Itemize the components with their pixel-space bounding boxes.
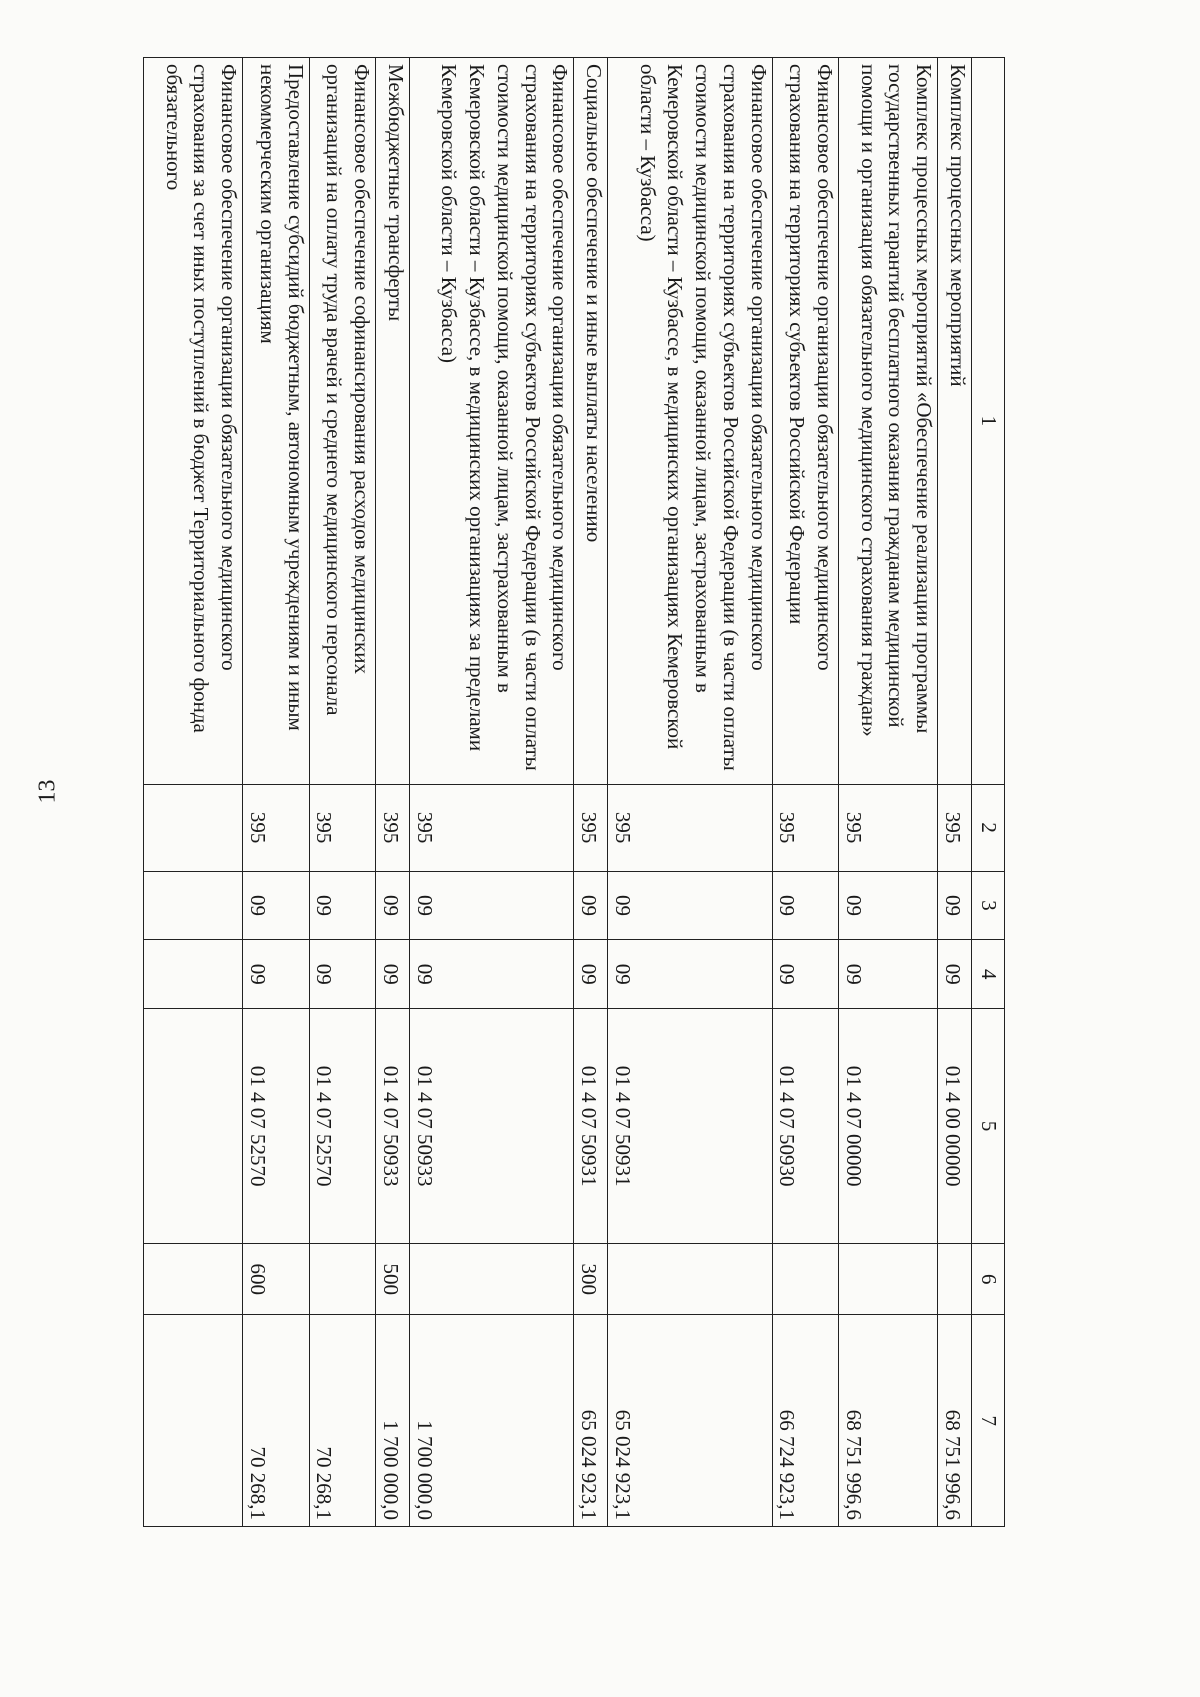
row-target-article: 01 4 07 50933 <box>376 1009 410 1244</box>
budget-table <box>143 57 1005 1527</box>
row-name: Финансовое обеспечение организации обязательного медицинского страхования на территориях субъектов Российской Федерации (в части оплаты стоимости медицинской помощи, оказанной лицам, застрахованным в Кемеровской области – Кузбассе, в медицинских организациях Кемеровской области – Кузбасса) <box>608 58 772 785</box>
row-name: Комплекс процессных мероприятий <box>938 58 972 785</box>
header-col-3: 3 <box>972 871 1005 940</box>
header-col-5: 5 <box>972 1009 1005 1244</box>
page-number: 13 <box>34 779 61 804</box>
row-section: 09 <box>409 871 573 940</box>
table-row <box>608 58 772 1527</box>
row-subsection: 09 <box>574 940 608 1009</box>
row-expense-type <box>309 1244 375 1315</box>
row-name: Финансовое обеспечение организации обязательного медицинского страхования на территориях субъектов Российской Федерации <box>772 58 838 785</box>
table-row <box>144 58 243 1527</box>
row-subsection: 09 <box>772 940 838 1009</box>
row-grbs: 395 <box>409 784 573 871</box>
row-section: 09 <box>376 871 410 940</box>
row-grbs: 395 <box>309 784 375 871</box>
header-col-2: 2 <box>972 784 1005 871</box>
row-expense-type <box>144 1244 243 1315</box>
row-target-article: 01 4 07 50931 <box>574 1009 608 1244</box>
row-section: 09 <box>938 871 972 940</box>
row-expense-type <box>938 1244 972 1315</box>
table-row <box>574 58 608 1527</box>
table-row <box>839 58 938 1527</box>
row-section: 09 <box>243 871 309 940</box>
row-section: 09 <box>574 871 608 940</box>
row-name: Социальное обеспечение и иные выплаты населению <box>574 58 608 785</box>
row-amount: 68 751 996,6 <box>938 1315 972 1527</box>
row-grbs: 395 <box>839 784 938 871</box>
row-name: Финансовое обеспечение организации обязательного медицинского страхования на территориях субъектов Российской Федерации (в части оплаты стоимости медицинской помощи, оказанной лицам, застрахованным в Кемеровской области – Кузбассе, в медицинских организациях за пределами Кемеровской области – Кузбасса) <box>409 58 573 785</box>
row-name: Комплекс процессных мероприятий «Обеспечение реализации программы государственных гарантий бесплатного оказания гражданам медицинской помощи и организация обязательного медицинского страхования граждан» <box>839 58 938 785</box>
row-subsection <box>144 940 243 1009</box>
row-grbs: 395 <box>243 784 309 871</box>
row-grbs: 395 <box>574 784 608 871</box>
row-amount <box>144 1315 243 1527</box>
row-expense-type <box>839 1244 938 1315</box>
row-expense-type: 300 <box>574 1244 608 1315</box>
row-section: 09 <box>839 871 938 940</box>
row-amount: 65 024 923,1 <box>608 1315 772 1527</box>
row-amount: 66 724 923,1 <box>772 1315 838 1527</box>
row-target-article: 01 4 00 00000 <box>938 1009 972 1244</box>
row-subsection: 09 <box>938 940 972 1009</box>
row-amount: 65 024 923,1 <box>574 1315 608 1527</box>
header-col-7: 7 <box>972 1315 1005 1527</box>
row-grbs: 395 <box>938 784 972 871</box>
table-row <box>309 58 375 1527</box>
row-subsection: 09 <box>608 940 772 1009</box>
row-grbs: 395 <box>608 784 772 871</box>
row-target-article: 01 4 07 52570 <box>243 1009 309 1244</box>
row-section: 09 <box>309 871 375 940</box>
table-header-row <box>972 58 1005 1527</box>
row-section: 09 <box>772 871 838 940</box>
row-name: Межбюджетные трансферты <box>376 58 410 785</box>
row-amount: 70 268,1 <box>243 1315 309 1527</box>
header-col-4: 4 <box>972 940 1005 1009</box>
row-amount: 68 751 996,6 <box>839 1315 938 1527</box>
table-row <box>938 58 972 1527</box>
row-expense-type: 600 <box>243 1244 309 1315</box>
table-row <box>772 58 838 1527</box>
header-col-1: 1 <box>972 58 1005 785</box>
row-target-article: 01 4 07 00000 <box>839 1009 938 1244</box>
row-expense-type <box>409 1244 573 1315</box>
row-grbs <box>144 784 243 871</box>
row-subsection: 09 <box>409 940 573 1009</box>
row-amount: 70 268,1 <box>309 1315 375 1527</box>
table-row <box>376 58 410 1527</box>
row-subsection: 09 <box>839 940 938 1009</box>
row-name: Предоставление субсидий бюджетным, автономным учреждениям и иным некоммерческим организациям <box>243 58 309 785</box>
row-subsection: 09 <box>309 940 375 1009</box>
row-expense-type <box>772 1244 838 1315</box>
row-expense-type: 500 <box>376 1244 410 1315</box>
row-name: Финансовое обеспечение софинансирования расходов медицинских организаций на оплату труда врачей и среднего медицинского персонала <box>309 58 375 785</box>
row-amount: 1 700 000,0 <box>376 1315 410 1527</box>
row-target-article: 01 4 07 50933 <box>409 1009 573 1244</box>
header-col-6: 6 <box>972 1244 1005 1315</box>
row-target-article: 01 4 07 50930 <box>772 1009 838 1244</box>
row-amount: 1 700 000,0 <box>409 1315 573 1527</box>
row-subsection: 09 <box>376 940 410 1009</box>
row-target-article <box>144 1009 243 1244</box>
row-target-article: 01 4 07 52570 <box>309 1009 375 1244</box>
row-name: Финансовое обеспечение организации обязательного медицинского страхования за счет иных поступлений в бюджет Территориального фонда обязательного <box>144 58 243 785</box>
row-section: 09 <box>608 871 772 940</box>
row-expense-type <box>608 1244 772 1315</box>
row-grbs: 395 <box>376 784 410 871</box>
table-row <box>409 58 573 1527</box>
row-subsection: 09 <box>243 940 309 1009</box>
budget-table-rotated <box>143 57 1005 1527</box>
row-section <box>144 871 243 940</box>
row-grbs: 395 <box>772 784 838 871</box>
table-row <box>243 58 309 1527</box>
row-target-article: 01 4 07 50931 <box>608 1009 772 1244</box>
